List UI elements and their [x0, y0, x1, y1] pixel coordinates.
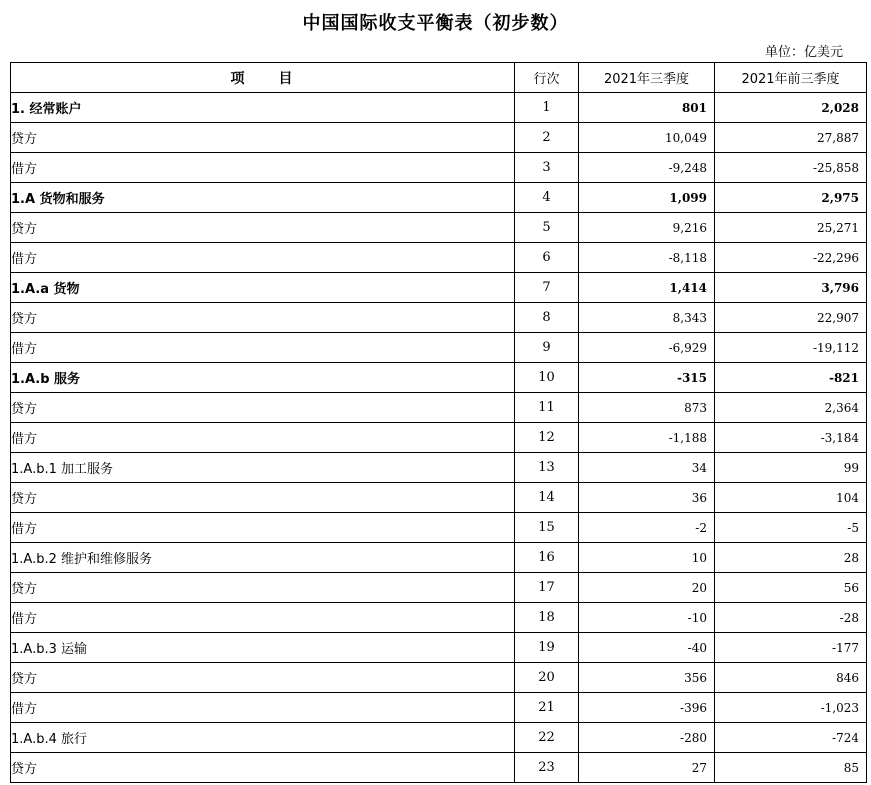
row-value-q3: -396	[579, 693, 715, 723]
row-label: 1.A 货物和服务	[11, 183, 515, 213]
row-line-number: 3	[515, 153, 579, 183]
row-value-ytd: -5	[715, 513, 867, 543]
table-row	[11, 363, 867, 393]
page-title: 中国国际收支平衡表（初步数）	[302, 13, 569, 34]
table-row	[11, 723, 867, 753]
row-value-q3: 34	[579, 453, 715, 483]
row-value-q3: 873	[579, 393, 715, 423]
row-value-q3: 801	[579, 93, 715, 123]
table-row	[11, 483, 867, 513]
table-row	[11, 633, 867, 663]
row-value-q3: -9,248	[579, 153, 715, 183]
row-value-ytd: 25,271	[715, 213, 867, 243]
row-line-number: 13	[515, 453, 579, 483]
header-item: 项 目	[11, 63, 515, 93]
row-value-ytd: 22,907	[715, 303, 867, 333]
row-line-number: 15	[515, 513, 579, 543]
row-line-number: 4	[515, 183, 579, 213]
table-row	[11, 213, 867, 243]
row-value-ytd: -19,112	[715, 333, 867, 363]
row-value-ytd: 28	[715, 543, 867, 573]
table-row	[11, 423, 867, 453]
row-line-number: 20	[515, 663, 579, 693]
row-value-q3: 1,099	[579, 183, 715, 213]
row-value-ytd: -28	[715, 603, 867, 633]
table-row	[11, 543, 867, 573]
row-label: 贷方	[11, 483, 515, 513]
row-value-ytd: 27,887	[715, 123, 867, 153]
row-label: 1.A.b.3 运输	[11, 633, 515, 663]
row-value-q3: -315	[579, 363, 715, 393]
row-value-q3: 356	[579, 663, 715, 693]
row-value-q3: 10	[579, 543, 715, 573]
header-ytd: 2021年前三季度	[715, 63, 867, 93]
table-row	[11, 243, 867, 273]
row-label: 借方	[11, 333, 515, 363]
row-value-q3: 8,343	[579, 303, 715, 333]
row-line-number: 1	[515, 93, 579, 123]
row-label: 1.A.b.2 维护和维修服务	[11, 543, 515, 573]
row-value-q3: 1,414	[579, 273, 715, 303]
row-value-ytd: 846	[715, 663, 867, 693]
row-line-number: 14	[515, 483, 579, 513]
row-value-q3: -280	[579, 723, 715, 753]
row-line-number: 17	[515, 573, 579, 603]
table-row	[11, 513, 867, 543]
row-value-q3: -40	[579, 633, 715, 663]
row-line-number: 2	[515, 123, 579, 153]
row-value-ytd: 3,796	[715, 273, 867, 303]
row-line-number: 10	[515, 363, 579, 393]
table-row	[11, 753, 867, 783]
table-row	[11, 573, 867, 603]
table-row	[11, 123, 867, 153]
table-row	[11, 183, 867, 213]
row-label: 贷方	[11, 663, 515, 693]
row-value-ytd: 104	[715, 483, 867, 513]
header-line: 行次	[515, 63, 579, 93]
row-value-q3: 20	[579, 573, 715, 603]
table-row	[11, 393, 867, 423]
table-row	[11, 93, 867, 123]
row-value-q3: -2	[579, 513, 715, 543]
row-value-ytd: -22,296	[715, 243, 867, 273]
table-row	[11, 603, 867, 633]
row-label: 贷方	[11, 573, 515, 603]
table-row	[11, 693, 867, 723]
row-line-number: 9	[515, 333, 579, 363]
table-row	[11, 153, 867, 183]
row-label: 1.A.b.1 加工服务	[11, 453, 515, 483]
table-row	[11, 663, 867, 693]
row-line-number: 16	[515, 543, 579, 573]
row-label: 借方	[11, 423, 515, 453]
row-value-ytd: 56	[715, 573, 867, 603]
row-label: 1.A.b.4 旅行	[11, 723, 515, 753]
row-value-q3: 10,049	[579, 123, 715, 153]
row-value-ytd: 2,028	[715, 93, 867, 123]
row-value-ytd: -821	[715, 363, 867, 393]
row-value-q3: 27	[579, 753, 715, 783]
row-value-ytd: -25,858	[715, 153, 867, 183]
row-label: 贷方	[11, 123, 515, 153]
row-value-ytd: -1,023	[715, 693, 867, 723]
row-label: 1. 经常账户	[11, 93, 515, 123]
header-row	[11, 63, 867, 93]
row-value-ytd: 2,975	[715, 183, 867, 213]
row-line-number: 18	[515, 603, 579, 633]
row-label: 1.A.b 服务	[11, 363, 515, 393]
row-line-number: 21	[515, 693, 579, 723]
row-value-q3: -8,118	[579, 243, 715, 273]
table-row	[11, 453, 867, 483]
row-value-ytd: 2,364	[715, 393, 867, 423]
row-line-number: 8	[515, 303, 579, 333]
row-label: 借方	[11, 603, 515, 633]
unit-label: 单位：亿美元	[764, 45, 843, 60]
row-label: 贷方	[11, 393, 515, 423]
row-label: 借方	[11, 153, 515, 183]
row-value-ytd: -724	[715, 723, 867, 753]
row-label: 贷方	[11, 213, 515, 243]
table-row	[11, 333, 867, 363]
row-value-ytd: 99	[715, 453, 867, 483]
table-row	[11, 303, 867, 333]
row-label: 贷方	[11, 303, 515, 333]
row-value-ytd: -177	[715, 633, 867, 663]
row-value-q3: 9,216	[579, 213, 715, 243]
row-line-number: 23	[515, 753, 579, 783]
row-line-number: 6	[515, 243, 579, 273]
row-line-number: 12	[515, 423, 579, 453]
row-line-number: 19	[515, 633, 579, 663]
row-label: 借方	[11, 693, 515, 723]
row-label: 借方	[11, 243, 515, 273]
row-line-number: 22	[515, 723, 579, 753]
row-line-number: 7	[515, 273, 579, 303]
header-q3: 2021年三季度	[579, 63, 715, 93]
row-label: 贷方	[11, 753, 515, 783]
row-value-q3: 36	[579, 483, 715, 513]
row-label: 借方	[11, 513, 515, 543]
row-line-number: 5	[515, 213, 579, 243]
row-value-ytd: 85	[715, 753, 867, 783]
row-value-q3: -10	[579, 603, 715, 633]
row-line-number: 11	[515, 393, 579, 423]
row-value-q3: -1,188	[579, 423, 715, 453]
row-value-ytd: -3,184	[715, 423, 867, 453]
balance-of-payments-table	[10, 62, 867, 783]
row-value-q3: -6,929	[579, 333, 715, 363]
table-row	[11, 273, 867, 303]
row-label: 1.A.a 货物	[11, 273, 515, 303]
